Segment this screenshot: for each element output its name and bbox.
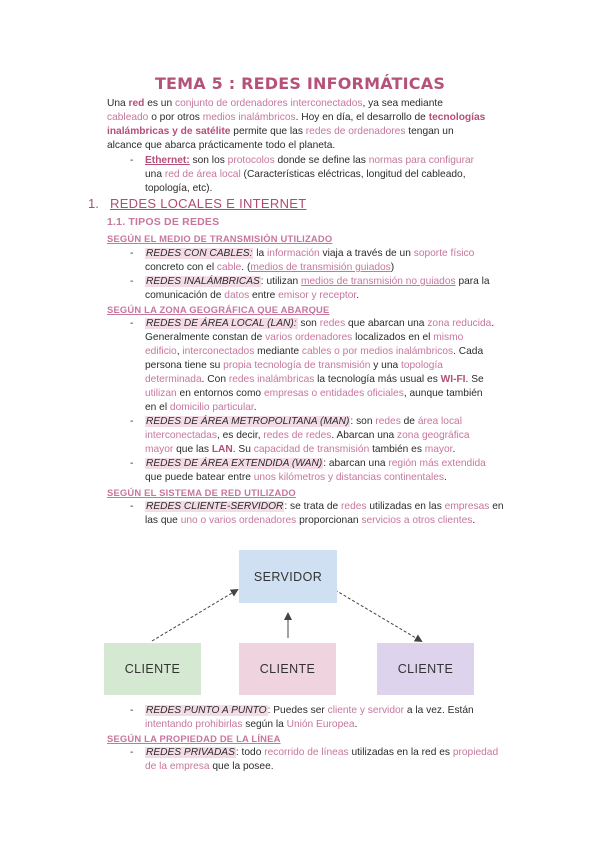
bullet-dash: - (130, 416, 134, 427)
subsection-heading: 1.1. TIPOS DE REDES (107, 216, 220, 228)
inalambricas-item: REDES INALÁMBRICAS: utilizan medios de transmisión no guiados para la comunicación de datos entre emisor y receptor. (145, 276, 490, 301)
client-box: CLIENTE (377, 643, 474, 695)
ethernet-item: Ethernet: son los protocolos donde se define las normas para configurar una red de área local (Características eléctricas, longitud del cableado, topología, etc). (145, 155, 475, 194)
arrow-server-client3 (335, 590, 421, 641)
punto-a-punto-item: REDES PUNTO A PUNTO: Puedes ser cliente y servidor a la vez. Están intentando prohibirlas según la Unión Europea. (145, 705, 474, 730)
bullet-dash: - (130, 501, 134, 512)
lan-item: REDES DE ÁREA LOCAL (LAN): son redes que abarcan una zona reducida. Generalmente constan de varios ordenadores localizados en el mismo edificio, interconectados mediante cables o por medios inalámbricos. Cada persona tiene su propia tecnología de transmisión y una topología determinada. Con redes inalámbricas la tecnología más usual es WI-FI. Se utilizan en entornos como empresas o entidades oficiales, aunque también en el domicilio particular. (145, 318, 495, 413)
redes-privadas-item: REDES PRIVADAS: todo recorrido de líneas utilizadas en la red es propiedad de la empresa que la posee. (145, 747, 499, 772)
wan-item: REDES DE ÁREA EXTENDIDA (WAN): abarcan una región más extendida que puede batear entre unos kilómetros y distancias continentales. (145, 458, 486, 483)
bullet-dash: - (130, 747, 134, 758)
client-box: CLIENTE (239, 643, 336, 695)
intro-paragraph: Una red es un conjunto de ordenadores interconectados, ya sea mediante cableado o por otros medios inalámbricos. Hoy en día, el desarrollo de tecnologías inalámbricas y de satélite permite que las redes de ordenadores tengan un alcance que abarca prácticamente todo el planeta. (107, 98, 486, 151)
bullet-dash: - (130, 318, 134, 329)
heading-medio: SEGÚN EL MEDIO DE TRANSMISIÓN UTILIZADO (107, 233, 333, 244)
man-item: REDES DE ÁREA METROPOLITANA (MAN): son redes de área local interconectadas, es decir, redes de redes. Abarcan una zona geográfica mayor que las LAN. Su capacidad de transmisión también es mayor. (145, 416, 470, 455)
client-box: CLIENTE (104, 643, 201, 695)
cliente-servidor-item: REDES CLIENTE-SERVIDOR: se trata de redes utilizadas en las empresas en las que uno o varios ordenadores proporcionan servicios a otros clientes. (145, 501, 504, 526)
arrow-client1-server (152, 590, 237, 641)
bullet-dash: - (130, 705, 134, 716)
bullet-dash: - (130, 458, 134, 469)
heading-zona: SEGÚN LA ZONA GEOGRÁFICA QUE ABARQUE (107, 304, 330, 315)
bullet-dash: - (130, 276, 134, 287)
heading-propiedad: SEGÚN LA PROPIEDAD DE LA LÍNEA (107, 733, 281, 744)
heading-sistema: SEGÚN EL SISTEMA DE RED UTILIZADO (107, 487, 296, 498)
cables-item: REDES CON CABLES: la información viaja a través de un soporte físico concreto con el cable. (medios de transmisión guiados) (145, 248, 475, 273)
bullet-dash: - (130, 248, 134, 259)
page-title: TEMA 5 : REDES INFORMÁTICAS (154, 74, 446, 93)
bullet-dash: - (130, 155, 134, 166)
server-box: SERVIDOR (239, 550, 337, 603)
section-heading: 1. REDES LOCALES E INTERNET (88, 196, 307, 211)
